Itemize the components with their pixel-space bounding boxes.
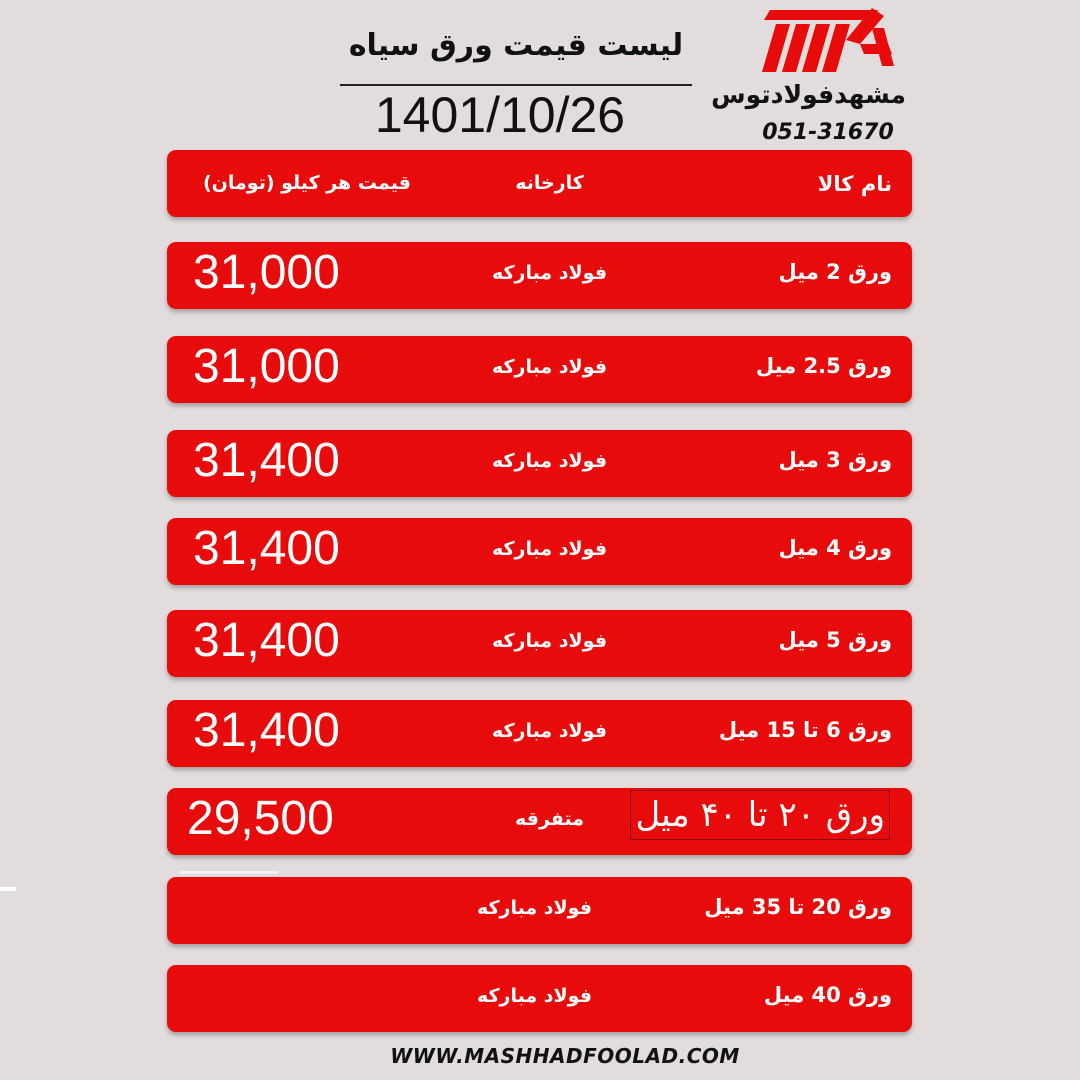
table-row: [167, 610, 912, 677]
product-name: ورق 40 میل: [763, 983, 892, 1007]
table-header-row: [167, 150, 912, 217]
table-row: [167, 518, 912, 585]
factory-name: فولاد مبارکه: [476, 897, 593, 919]
website-link[interactable]: WWW.MASHHADFOOLAD.COM: [390, 1044, 740, 1068]
table-row: [167, 965, 912, 1032]
price-date: 1401/10/26: [374, 87, 626, 143]
product-name: ورق 6 تا 15 میل: [718, 718, 892, 742]
table-row: [167, 242, 912, 309]
column-header-price: قیمت هر کیلو (تومان): [203, 172, 411, 194]
factory-name: فولاد مبارکه: [476, 985, 593, 1007]
table-row: [167, 700, 912, 767]
factory-name: فولاد مبارکه: [491, 720, 608, 742]
steel-beams-logo-icon: [760, 4, 896, 74]
factory-name: فولاد مبارکه: [491, 538, 608, 560]
product-name: ورق ۲۰ تا ۴۰ میل: [630, 790, 890, 840]
price-value: 31,400: [193, 522, 340, 575]
price-value: 31,000: [193, 340, 340, 393]
price-value: 31,400: [193, 434, 340, 487]
factory-name: فولاد مبارکه: [491, 356, 608, 378]
table-row: [167, 788, 912, 855]
factory-name: فولاد مبارکه: [491, 262, 608, 284]
column-header-name: نام کالا: [817, 172, 892, 196]
factory-name: متفرقه: [515, 808, 584, 830]
product-name: ورق 20 تا 35 میل: [704, 895, 892, 919]
product-name: ورق 2.5 میل: [755, 354, 892, 378]
table-row: [167, 430, 912, 497]
factory-name: فولاد مبارکه: [491, 630, 608, 652]
page-title: لیست قیمت ورق سیاه: [348, 28, 684, 63]
table-row: [167, 336, 912, 403]
price-value: 31,400: [193, 704, 340, 757]
product-name: ورق 2 میل: [778, 260, 892, 284]
phone-number: 051-31670: [762, 120, 894, 145]
column-header-factory: کارخانه: [515, 172, 584, 194]
price-value: 31,400: [193, 614, 340, 667]
table-row: [167, 877, 912, 944]
brand-name: مشهدفولادتوس: [711, 80, 906, 109]
divider-line: [180, 871, 278, 874]
price-value: 31,000: [193, 246, 340, 299]
product-name: ورق 5 میل: [778, 628, 892, 652]
product-name: ورق 3 میل: [778, 448, 892, 472]
edge-mark: [0, 887, 16, 891]
factory-name: فولاد مبارکه: [491, 450, 608, 472]
product-name: ورق 4 میل: [778, 536, 892, 560]
price-value: 29,500: [187, 792, 334, 845]
